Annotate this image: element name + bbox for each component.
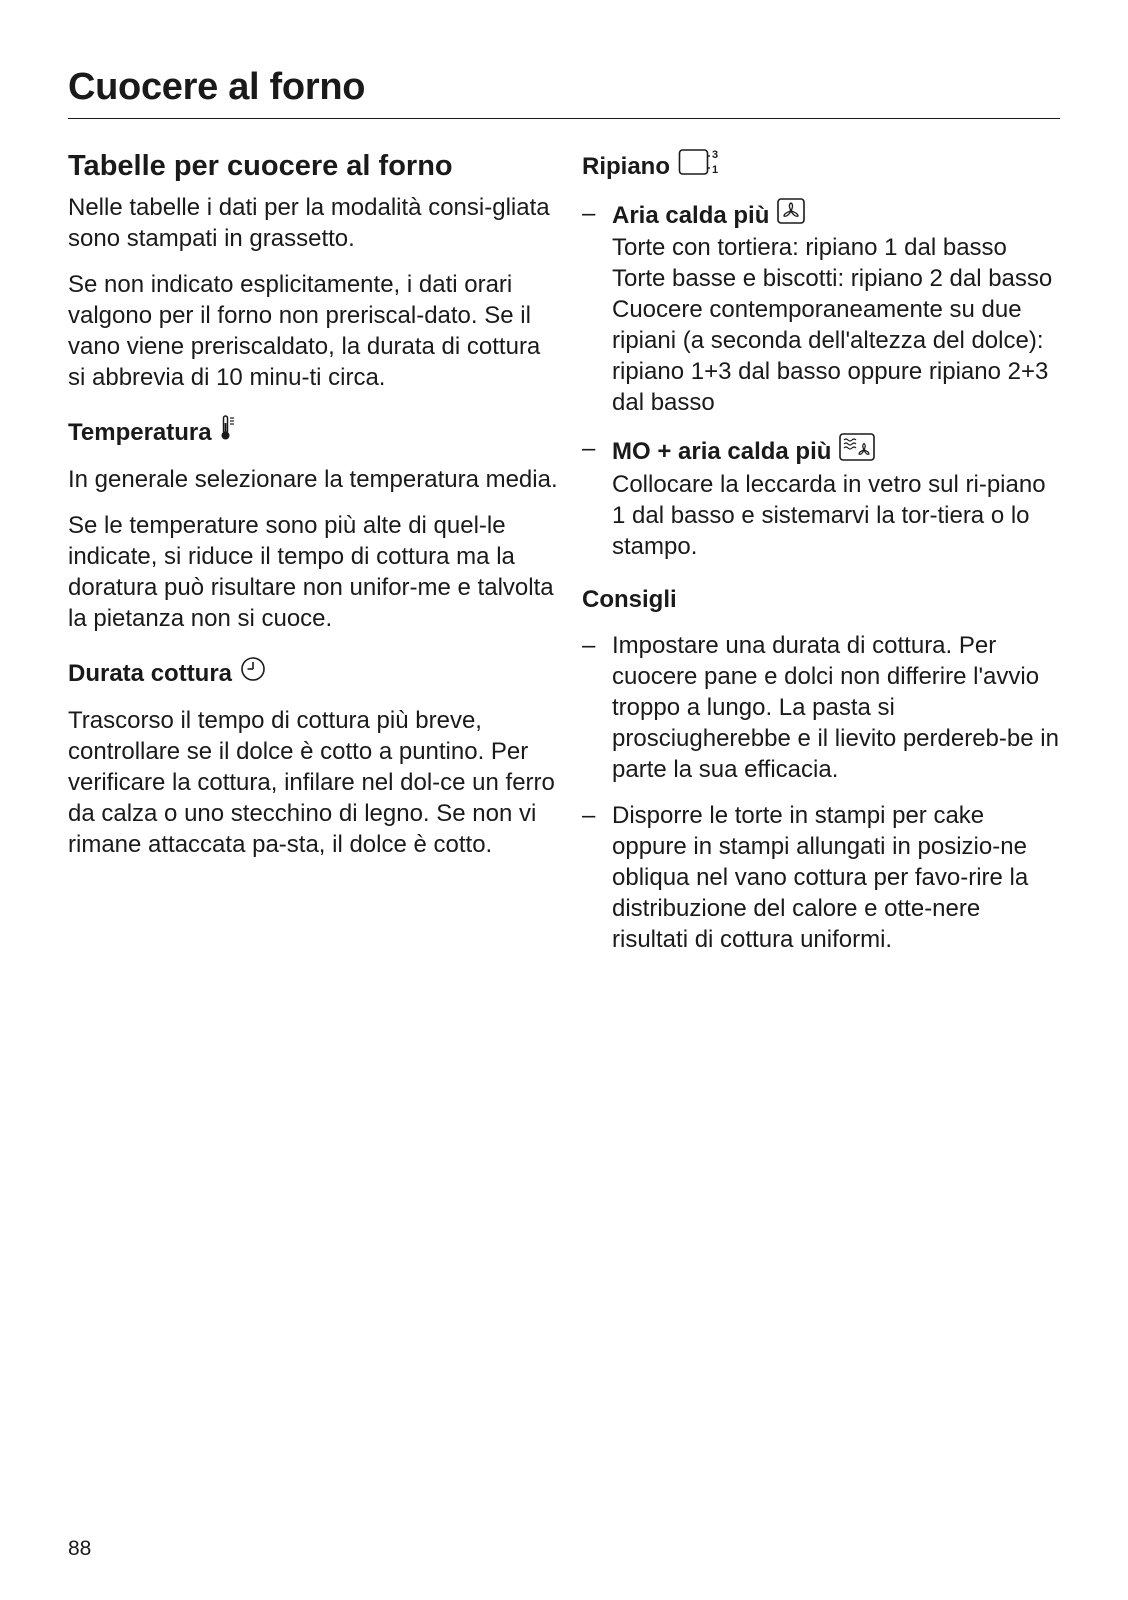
fan-icon <box>777 198 805 232</box>
list-dash: – <box>582 802 596 829</box>
tip-item-2 <box>582 800 1062 955</box>
temperature-text-2: Se le temperature sono più alte di quel-le indicate, si riduce il tempo di cottura ma la doratura può risultare non unifor-me e talvolta la pietanza non si cuoce. <box>68 512 554 632</box>
tip-text-2: Disporre le torte in stampi per cake oppure in stampi allungati in posizio-ne obliqua nel vano cottura per favo-rire la distribuzione del calore e otte-nere risultati di cottura uniformi. <box>612 802 1029 953</box>
list-dash: – <box>582 632 596 659</box>
list-dash: – <box>582 435 596 462</box>
tip-item-1 <box>582 630 1062 785</box>
tip-text-1: Impostare una durata di cottura. Per cuocere pane e dolci non differire l'avvio troppo a lungo. La pasta si prosciugherebbe e il lievito perdereb-be in parte la sua efficacia. <box>612 632 1059 783</box>
section-heading: Tabelle per cuocere al forno <box>68 150 453 182</box>
microwave-hot-air-title <box>612 433 1062 469</box>
title-divider <box>68 118 1060 119</box>
shelf-level-icon <box>678 146 720 186</box>
list-dash: – <box>582 200 596 227</box>
microwave-fan-icon <box>839 433 875 469</box>
shelf-heading-label: Ripiano <box>582 152 670 180</box>
hot-air-title-label: Aria calda più <box>612 201 770 229</box>
shelf-item-hot-air <box>582 198 1062 418</box>
shelf-heading <box>582 146 1062 186</box>
temperature-text-1: In generale selezionare la temperatura media. <box>68 466 558 493</box>
microwave-hot-air-title-label: MO + aria calda più <box>612 437 832 465</box>
shelf-item-microwave-hot-air <box>582 433 1062 562</box>
shelf-level-bottom-label: 1 <box>712 164 719 176</box>
microwave-hot-air-line-1: Collocare la leccarda in vetro sul ri-piano 1 dal basso e sistemarvi la tor-tiera o lo stampo. <box>612 471 1046 560</box>
tips-heading: Consigli <box>582 586 677 613</box>
duration-heading <box>68 656 558 690</box>
duration-heading-label: Durata cottura <box>68 659 233 687</box>
intro-paragraph-2: Se non indicato esplicitamente, i dati orari valgono per il forno non preriscal-dato. Se il vano viene preriscaldato, la durata di cottura si abbrevia di 10 minu-ti circa. <box>68 271 541 391</box>
page-title: Cuocere al forno <box>68 66 366 108</box>
duration-text: Trascorso il tempo di cottura più breve, controllare se il dolce è cotto a puntino. Per verificare la cottura, infilare nel dol-ce un ferro da calza o uno stecchino di legno. Se non vi rimane attaccata pa-sta, il dolce è cotto. <box>68 707 555 858</box>
hot-air-title <box>612 198 1062 232</box>
hot-air-line-4: ripiano 1+3 dal basso oppure ripiano 2+3 dal basso <box>612 358 1049 416</box>
thermometer-icon <box>220 415 236 449</box>
hot-air-line-3: Cuocere contemporaneamente su due ripiani (a seconda dell'altezza del dolce): <box>612 296 1044 354</box>
hot-air-line-2: Torte basse e biscotti: ripiano 2 dal basso <box>612 265 1053 292</box>
hot-air-line-1: Torte con tortiera: ripiano 1 dal basso <box>612 234 1007 261</box>
shelf-level-top-label: 3 <box>712 149 719 161</box>
clock-icon <box>240 656 266 690</box>
intro-paragraph-1: Nelle tabelle i dati per la modalità consi-gliata sono stampati in grassetto. <box>68 194 550 252</box>
temperature-heading-label: Temperatura <box>68 418 212 446</box>
page-number: 88 <box>68 1537 92 1560</box>
temperature-heading <box>68 415 558 449</box>
right-column <box>582 146 1062 955</box>
left-column <box>68 146 558 860</box>
